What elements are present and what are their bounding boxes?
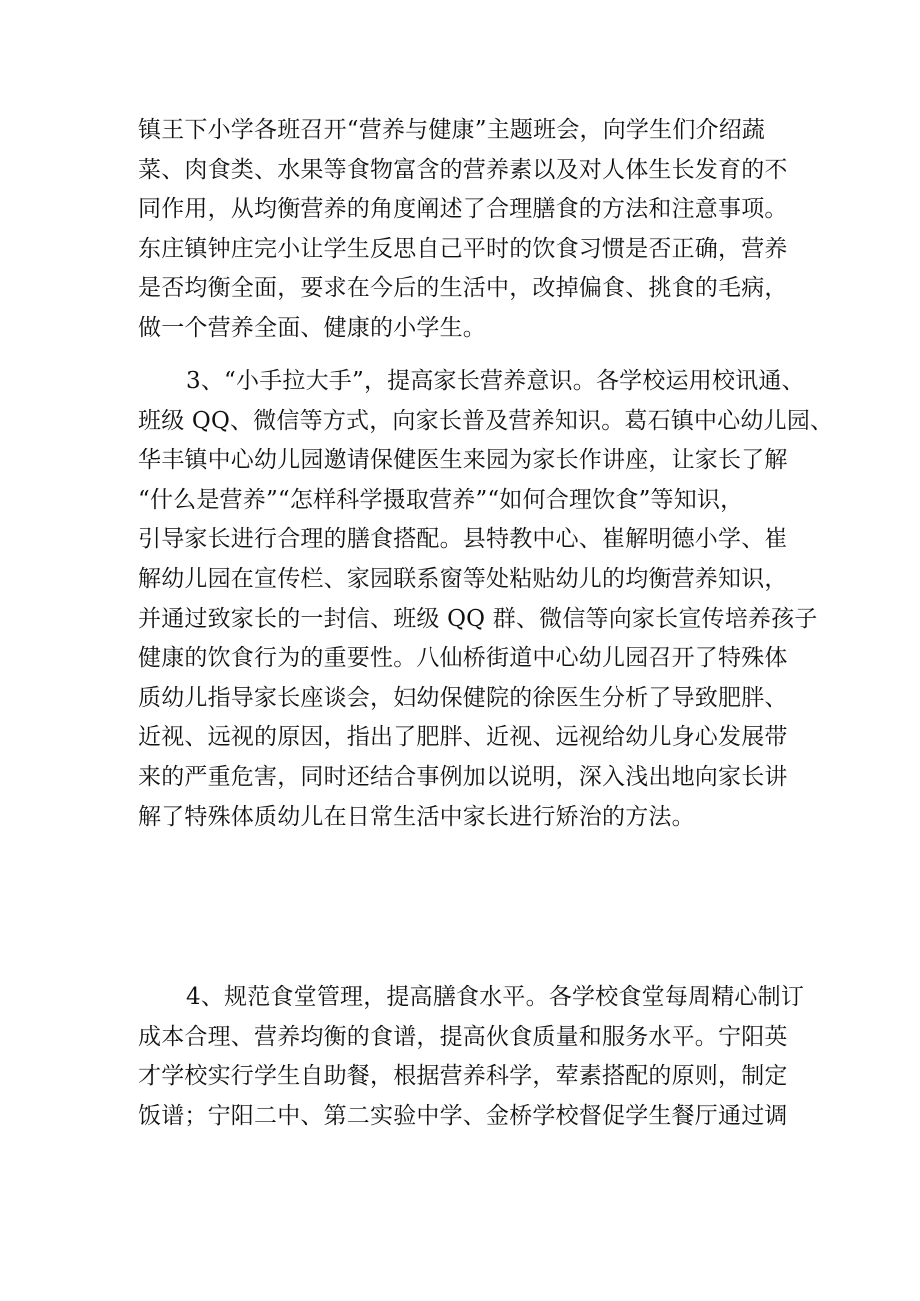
text-line: 是否均衡全面，要求在今后的生活中，改掉偏食、挑食的毛病， [138, 275, 788, 302]
paragraph-canteen-management [138, 978, 805, 1136]
text-line: 健康的饮食行为的重要性。八仙桥街道中心幼儿园召开了特殊体 [138, 645, 788, 672]
text-line: 引导家长进行合理的膳食搭配。县特教中心、崔解明德小学、崔 [138, 526, 788, 553]
text-line: 做一个营养全面、健康的小学生。 [138, 314, 486, 341]
paragraph-parent-awareness [138, 362, 834, 837]
paragraph-student-meetings [138, 111, 798, 349]
text-line: 近视、远视的原因，指出了肥胖、近视、远视给幼儿身心发展带 [138, 724, 788, 751]
text-line: 来的严重危害，同时还结合事例加以说明，深入浅出地向家长讲 [138, 763, 788, 790]
text-line: “什么是营养”“怎样科学摄取营养”“如何合理饮食”等知识， [138, 486, 744, 513]
text-line: 4、规范食堂管理，提高膳食水平。各学校食堂每周精心制订 [186, 984, 805, 1010]
text-line: 班级 QQ、微信等方式，向家长普及营养知识。葛石镇中心幼儿园、 [138, 407, 834, 434]
text-line: 同作用，从均衡营养的角度阐述了合理膳食的方法和注意事项。 [138, 196, 788, 223]
text-line: 解了特殊体质幼儿在日常生活中家长进行矫治的方法。 [138, 803, 695, 830]
text-line: 东庄镇钟庄完小让学生反思自己平时的饮食习惯是否正确，营养 [138, 235, 788, 262]
text-line: 才学校实行学生自助餐，根据营养科学，荤素搭配的原则，制定 [138, 1063, 788, 1090]
text-line: 成本合理、营养均衡的食谱，提高伙食质量和服务水平。宁阳英 [138, 1023, 788, 1050]
text-line: 3、“小手拉大手”，提高家长营养意识。各学校运用校讯通、 [186, 368, 805, 394]
text-line: 并通过致家长的一封信、班级 QQ 群、微信等向家长宣传培养孩子 [138, 605, 818, 632]
text-line: 镇王下小学各班召开“营养与健康”主题班会，向学生们介绍蔬 [138, 117, 766, 143]
text-line: 解幼儿园在宣传栏、家园联系窗等处粘贴幼儿的均衡营养知识， [138, 565, 788, 592]
text-line: 华丰镇中心幼儿园邀请保健医生来园为家长作讲座，让家长了解 [138, 447, 788, 474]
text-line: 菜、肉食类、水果等食物富含的营养素以及对人体生长发育的不 [138, 156, 788, 183]
text-line: 质幼儿指导家长座谈会，妇幼保健院的徐医生分析了导致肥胖、 [138, 684, 788, 711]
text-line: 饭谱；宁阳二中、第二实验中学、金桥学校督促学生餐厅通过调 [138, 1102, 788, 1129]
